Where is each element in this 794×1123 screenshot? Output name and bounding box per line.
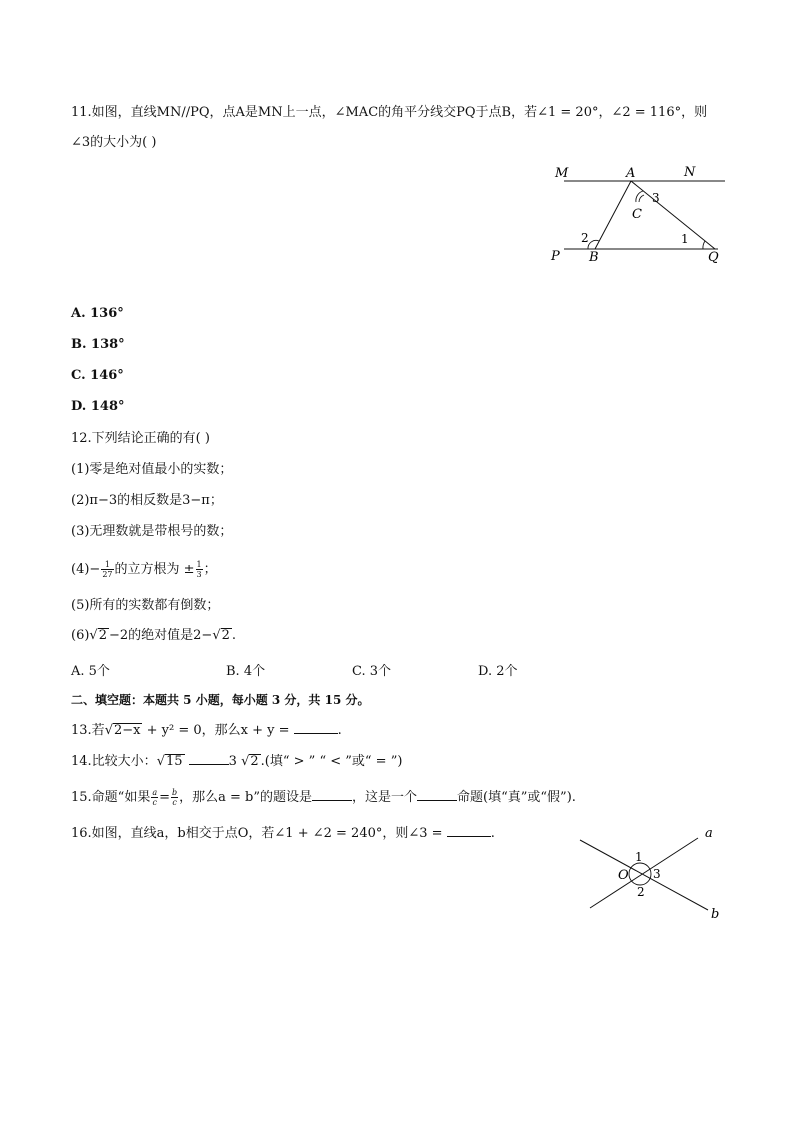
- q11-option-c: C. 146°: [71, 368, 124, 383]
- label-b: b: [711, 907, 720, 922]
- label-p: P: [551, 249, 560, 264]
- segment-aq: [631, 181, 715, 249]
- q11-figure: [548, 160, 748, 270]
- q11-option-b: B. 138°: [71, 337, 125, 352]
- label-n: N: [684, 165, 696, 180]
- q16-figure: [572, 822, 732, 922]
- q12-statement-6: (6)√2 −2的绝对值是2−√2 .: [71, 628, 237, 643]
- label-3: 3: [653, 867, 661, 881]
- q12-option-c: C. 3个: [352, 664, 392, 679]
- line-b: [580, 840, 708, 910]
- q12-statement-1: (1)零是绝对值最小的实数；: [71, 462, 233, 477]
- label-3: 3: [652, 191, 660, 205]
- angle-arc: [629, 863, 651, 885]
- angle-3-arc-inner: [639, 195, 644, 202]
- q12-stem: 12.下列结论正确的有( ): [71, 431, 210, 446]
- q13-answer-blank: [294, 733, 338, 734]
- q12-option-b: B. 4个: [226, 664, 266, 679]
- q14-answer-blank: [189, 764, 229, 765]
- label-c: C: [632, 207, 642, 222]
- q13: 13.若√2−x + y² = 0，那么x + y = .: [71, 723, 342, 738]
- q11-line2: ∠3的大小为( ): [71, 135, 157, 150]
- label-q: Q: [708, 250, 719, 265]
- label-a: A: [626, 166, 636, 181]
- q12-statement-5: (5)所有的实数都有倒数；: [71, 598, 220, 613]
- q12-statement-3: (3)无理数就是带根号的数；: [71, 524, 233, 539]
- section-heading: 二、填空题：本题共 5 小题，每小题 3 分，共 15 分。: [71, 693, 370, 707]
- label-m: M: [555, 166, 569, 181]
- q11-line1: 11.如图，直线MN//PQ，点A是MN上一点，∠MAC的角平分线交PQ于点B，若∠1 = 20°，∠2 = 116°，则: [71, 105, 708, 120]
- q15-truth-blank: [417, 800, 457, 801]
- label-2: 2: [637, 885, 645, 899]
- q16: 16.如图，直线a，b相交于点O，若∠1 + ∠2 = 240°，则∠3 = .: [71, 826, 495, 841]
- q12-statement-2: (2)π−3的相反数是3−π；: [71, 493, 223, 508]
- label-b: B: [589, 250, 599, 265]
- label-a: a: [705, 826, 713, 841]
- angle-1-arc: [703, 241, 705, 249]
- label-1: 1: [681, 232, 689, 246]
- segment-ab: [595, 181, 631, 249]
- label-o: O: [618, 868, 629, 883]
- q14: 14.比较大小：√15 3 √2 .(填“ > ” “ < ”或“ = ”): [71, 754, 403, 769]
- q11-option-a: A. 136°: [71, 306, 124, 321]
- q12-statement-4: (4)− $\frac{1}{27}$ 的立方根为 ± $\frac{1}{3}$ ；: [71, 560, 217, 579]
- q15: 15.命题“如果 $\frac{a}{c}$ = $\frac{b}{c}$ ，那么a = b”的题设是 ，这是一个 命题(填“真”或“假”).: [71, 788, 576, 807]
- q12-option-a: A. 5个: [71, 664, 110, 679]
- label-2: 2: [581, 231, 589, 245]
- q12-option-d: D. 2个: [478, 664, 518, 679]
- label-1: 1: [635, 850, 643, 864]
- q16-answer-blank: [447, 836, 491, 837]
- q15-premise-blank: [312, 800, 352, 801]
- q11-option-d: D. 148°: [71, 399, 125, 414]
